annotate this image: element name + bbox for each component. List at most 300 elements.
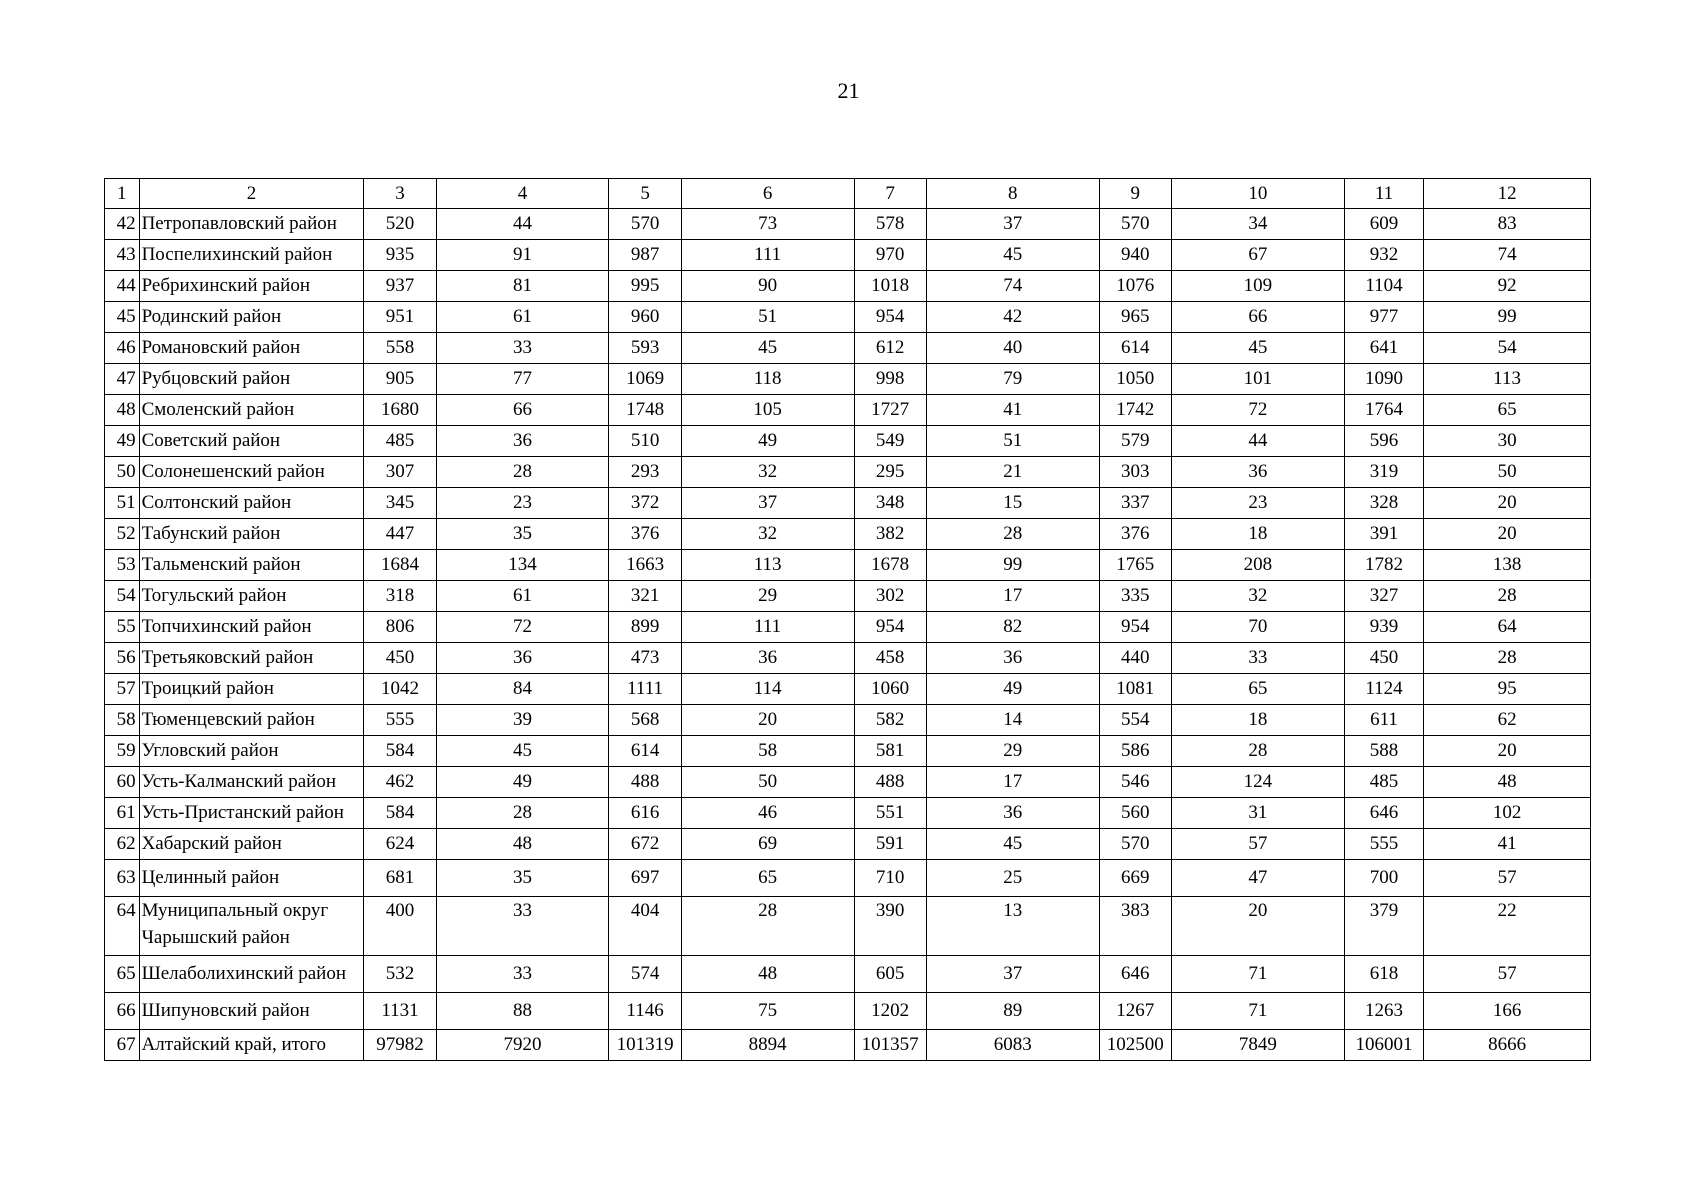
value-cell: 558 (364, 333, 436, 364)
value-cell: 36 (926, 643, 1099, 674)
value-cell: 28 (681, 897, 854, 956)
value-cell: 208 (1171, 550, 1344, 581)
district-name-cell: Муниципальный округ Чарышский район (139, 897, 364, 956)
row-number-cell: 65 (105, 956, 140, 993)
value-cell: 337 (1099, 488, 1171, 519)
value-cell: 609 (1344, 209, 1423, 240)
district-name-cell: Троицкий район (139, 674, 364, 705)
value-cell: 77 (436, 364, 609, 395)
value-cell: 546 (1099, 767, 1171, 798)
value-cell: 376 (1099, 519, 1171, 550)
value-cell: 88 (436, 993, 609, 1030)
value-cell: 45 (436, 736, 609, 767)
value-cell: 95 (1424, 674, 1591, 705)
value-cell: 6083 (926, 1030, 1099, 1061)
value-cell: 616 (609, 798, 681, 829)
district-name-cell: Целинный район (139, 860, 364, 897)
value-cell: 977 (1344, 302, 1423, 333)
table-row (105, 302, 1591, 333)
value-cell: 45 (1171, 333, 1344, 364)
value-cell: 62 (1424, 705, 1591, 736)
column-header: 7 (854, 179, 926, 209)
value-cell: 114 (681, 674, 854, 705)
value-cell: 570 (1099, 209, 1171, 240)
value-cell: 549 (854, 426, 926, 457)
district-name-cell: Петропавловский район (139, 209, 364, 240)
value-cell: 61 (436, 581, 609, 612)
value-cell: 36 (1171, 457, 1344, 488)
row-number-cell: 54 (105, 581, 140, 612)
value-cell: 33 (1171, 643, 1344, 674)
table-row (105, 993, 1591, 1030)
value-cell: 65 (1171, 674, 1344, 705)
value-cell: 105 (681, 395, 854, 426)
district-name-cell: Усть-Пристанский район (139, 798, 364, 829)
value-cell: 581 (854, 736, 926, 767)
value-cell: 345 (364, 488, 436, 519)
value-cell: 40 (926, 333, 1099, 364)
value-cell: 134 (436, 550, 609, 581)
value-cell: 551 (854, 798, 926, 829)
value-cell: 612 (854, 333, 926, 364)
value-cell: 44 (1171, 426, 1344, 457)
value-cell: 37 (681, 488, 854, 519)
column-header: 12 (1424, 179, 1591, 209)
column-header: 5 (609, 179, 681, 209)
table-row (105, 395, 1591, 426)
column-header: 6 (681, 179, 854, 209)
value-cell: 101319 (609, 1030, 681, 1061)
value-cell: 28 (1171, 736, 1344, 767)
value-cell: 57 (1424, 860, 1591, 897)
value-cell: 34 (1171, 209, 1344, 240)
value-cell: 20 (1424, 519, 1591, 550)
row-number-cell: 42 (105, 209, 140, 240)
value-cell: 935 (364, 240, 436, 271)
value-cell: 13 (926, 897, 1099, 956)
district-name-cell: Тогульский район (139, 581, 364, 612)
value-cell: 440 (1099, 643, 1171, 674)
value-cell: 570 (1099, 829, 1171, 860)
value-cell: 65 (681, 860, 854, 897)
value-cell: 588 (1344, 736, 1423, 767)
value-cell: 379 (1344, 897, 1423, 956)
value-cell: 318 (364, 581, 436, 612)
value-cell: 937 (364, 271, 436, 302)
value-cell: 327 (1344, 581, 1423, 612)
value-cell: 109 (1171, 271, 1344, 302)
row-number-cell: 49 (105, 426, 140, 457)
table-row (105, 364, 1591, 395)
value-cell: 485 (364, 426, 436, 457)
value-cell: 700 (1344, 860, 1423, 897)
value-cell: 383 (1099, 897, 1171, 956)
value-cell: 485 (1344, 767, 1423, 798)
table-row (105, 457, 1591, 488)
value-cell: 951 (364, 302, 436, 333)
value-cell: 586 (1099, 736, 1171, 767)
table-row (105, 897, 1591, 956)
table-row (105, 271, 1591, 302)
value-cell: 69 (681, 829, 854, 860)
value-cell: 20 (681, 705, 854, 736)
value-cell: 578 (854, 209, 926, 240)
value-cell: 37 (926, 209, 1099, 240)
value-cell: 74 (926, 271, 1099, 302)
value-cell: 532 (364, 956, 436, 993)
value-cell: 70 (1171, 612, 1344, 643)
value-cell: 710 (854, 860, 926, 897)
value-cell: 118 (681, 364, 854, 395)
value-cell: 75 (681, 993, 854, 1030)
value-cell: 1050 (1099, 364, 1171, 395)
value-cell: 473 (609, 643, 681, 674)
value-cell: 28 (436, 798, 609, 829)
district-name-cell: Тюменцевский район (139, 705, 364, 736)
value-cell: 50 (1424, 457, 1591, 488)
value-cell: 101357 (854, 1030, 926, 1061)
value-cell: 1748 (609, 395, 681, 426)
district-name-cell: Третьяковский район (139, 643, 364, 674)
value-cell: 641 (1344, 333, 1423, 364)
value-cell: 32 (1171, 581, 1344, 612)
value-cell: 335 (1099, 581, 1171, 612)
value-cell: 28 (1424, 581, 1591, 612)
value-cell: 97982 (364, 1030, 436, 1061)
value-cell: 390 (854, 897, 926, 956)
row-number-cell: 63 (105, 860, 140, 897)
value-cell: 35 (436, 519, 609, 550)
value-cell: 41 (1424, 829, 1591, 860)
value-cell: 51 (681, 302, 854, 333)
column-header: 8 (926, 179, 1099, 209)
table-row (105, 705, 1591, 736)
value-cell: 1684 (364, 550, 436, 581)
value-cell: 970 (854, 240, 926, 271)
row-number-cell: 45 (105, 302, 140, 333)
value-cell: 8894 (681, 1030, 854, 1061)
district-name-cell: Родинский район (139, 302, 364, 333)
row-number-cell: 66 (105, 993, 140, 1030)
value-cell: 372 (609, 488, 681, 519)
value-cell: 560 (1099, 798, 1171, 829)
value-cell: 102500 (1099, 1030, 1171, 1061)
value-cell: 92 (1424, 271, 1591, 302)
value-cell: 618 (1344, 956, 1423, 993)
row-number-cell: 53 (105, 550, 140, 581)
value-cell: 51 (926, 426, 1099, 457)
value-cell: 579 (1099, 426, 1171, 457)
value-cell: 166 (1424, 993, 1591, 1030)
value-cell: 41 (926, 395, 1099, 426)
value-cell: 81 (436, 271, 609, 302)
table-row (105, 519, 1591, 550)
value-cell: 960 (609, 302, 681, 333)
value-cell: 20 (1424, 736, 1591, 767)
value-cell: 7920 (436, 1030, 609, 1061)
value-cell: 61 (436, 302, 609, 333)
table-row (105, 736, 1591, 767)
page-number: 21 (837, 78, 860, 103)
value-cell: 23 (436, 488, 609, 519)
column-header: 11 (1344, 179, 1423, 209)
table-row (105, 581, 1591, 612)
row-number-cell: 50 (105, 457, 140, 488)
value-cell: 1131 (364, 993, 436, 1030)
value-cell: 29 (681, 581, 854, 612)
value-cell: 554 (1099, 705, 1171, 736)
row-number-cell: 60 (105, 767, 140, 798)
value-cell: 7849 (1171, 1030, 1344, 1061)
district-name-cell: Табунский район (139, 519, 364, 550)
value-cell: 932 (1344, 240, 1423, 271)
value-cell: 672 (609, 829, 681, 860)
district-name-cell: Солтонский район (139, 488, 364, 519)
row-number-cell: 64 (105, 897, 140, 956)
district-name-cell: Советский район (139, 426, 364, 457)
value-cell: 555 (1344, 829, 1423, 860)
row-number-cell: 59 (105, 736, 140, 767)
district-name-cell: Хабарский район (139, 829, 364, 860)
table-row (105, 426, 1591, 457)
value-cell: 520 (364, 209, 436, 240)
value-cell: 29 (926, 736, 1099, 767)
value-cell: 295 (854, 457, 926, 488)
row-number-cell: 67 (105, 1030, 140, 1061)
value-cell: 570 (609, 209, 681, 240)
value-cell: 646 (1344, 798, 1423, 829)
value-cell: 45 (681, 333, 854, 364)
column-header: 1 (105, 179, 140, 209)
column-header: 3 (364, 179, 436, 209)
value-cell: 45 (926, 240, 1099, 271)
value-cell: 697 (609, 860, 681, 897)
value-cell: 1202 (854, 993, 926, 1030)
value-cell: 101 (1171, 364, 1344, 395)
value-cell: 940 (1099, 240, 1171, 271)
table-row (105, 240, 1591, 271)
value-cell: 391 (1344, 519, 1423, 550)
value-cell: 46 (681, 798, 854, 829)
column-header: 9 (1099, 179, 1171, 209)
value-cell: 48 (681, 956, 854, 993)
district-name-cell: Солонешенский район (139, 457, 364, 488)
table-row (105, 333, 1591, 364)
row-number-cell: 55 (105, 612, 140, 643)
value-cell: 1104 (1344, 271, 1423, 302)
value-cell: 99 (926, 550, 1099, 581)
value-cell: 66 (436, 395, 609, 426)
district-name-cell: Шипуновский район (139, 993, 364, 1030)
value-cell: 35 (436, 860, 609, 897)
value-cell: 987 (609, 240, 681, 271)
value-cell: 584 (364, 798, 436, 829)
value-cell: 450 (364, 643, 436, 674)
value-cell: 57 (1171, 829, 1344, 860)
value-cell: 307 (364, 457, 436, 488)
value-cell: 450 (1344, 643, 1423, 674)
value-cell: 66 (1171, 302, 1344, 333)
district-name-cell: Усть-Калманский район (139, 767, 364, 798)
value-cell: 111 (681, 612, 854, 643)
row-number-cell: 52 (105, 519, 140, 550)
row-number-cell: 44 (105, 271, 140, 302)
table-body (105, 179, 1591, 1061)
value-cell: 605 (854, 956, 926, 993)
value-cell: 102 (1424, 798, 1591, 829)
value-cell: 23 (1171, 488, 1344, 519)
value-cell: 50 (681, 767, 854, 798)
value-cell: 31 (1171, 798, 1344, 829)
value-cell: 1267 (1099, 993, 1171, 1030)
district-name-cell: Шелаболихинский район (139, 956, 364, 993)
value-cell: 99 (1424, 302, 1591, 333)
value-cell: 37 (926, 956, 1099, 993)
value-cell: 998 (854, 364, 926, 395)
value-cell: 321 (609, 581, 681, 612)
value-cell: 65 (1424, 395, 1591, 426)
value-cell: 555 (364, 705, 436, 736)
table-row (105, 798, 1591, 829)
value-cell: 1742 (1099, 395, 1171, 426)
value-cell: 1782 (1344, 550, 1423, 581)
value-cell: 72 (1171, 395, 1344, 426)
column-header: 2 (139, 179, 364, 209)
value-cell: 328 (1344, 488, 1423, 519)
row-number-cell: 61 (105, 798, 140, 829)
value-cell: 905 (364, 364, 436, 395)
district-name-cell: Рубцовский район (139, 364, 364, 395)
value-cell: 574 (609, 956, 681, 993)
value-cell: 21 (926, 457, 1099, 488)
value-cell: 17 (926, 581, 1099, 612)
value-cell: 624 (364, 829, 436, 860)
table-row (105, 550, 1591, 581)
column-header: 10 (1171, 179, 1344, 209)
value-cell: 1124 (1344, 674, 1423, 705)
value-cell: 54 (1424, 333, 1591, 364)
value-cell: 106001 (1344, 1030, 1423, 1061)
value-cell: 73 (681, 209, 854, 240)
value-cell: 584 (364, 736, 436, 767)
value-cell: 596 (1344, 426, 1423, 457)
value-cell: 1680 (364, 395, 436, 426)
value-cell: 1764 (1344, 395, 1423, 426)
table-row (105, 829, 1591, 860)
value-cell: 83 (1424, 209, 1591, 240)
value-cell: 28 (436, 457, 609, 488)
district-name-cell: Угловский район (139, 736, 364, 767)
value-cell: 447 (364, 519, 436, 550)
value-cell: 32 (681, 519, 854, 550)
value-cell: 39 (436, 705, 609, 736)
table-row (105, 956, 1591, 993)
value-cell: 939 (1344, 612, 1423, 643)
value-cell: 20 (1424, 488, 1591, 519)
value-cell: 33 (436, 333, 609, 364)
table-row (105, 860, 1591, 897)
value-cell: 1111 (609, 674, 681, 705)
value-cell: 488 (854, 767, 926, 798)
value-cell: 33 (436, 897, 609, 956)
value-cell: 17 (926, 767, 1099, 798)
district-name-cell: Поспелихинский район (139, 240, 364, 271)
table-row (105, 643, 1591, 674)
column-header: 4 (436, 179, 609, 209)
row-number-cell: 62 (105, 829, 140, 860)
value-cell: 48 (1424, 767, 1591, 798)
value-cell: 91 (436, 240, 609, 271)
value-cell: 20 (1171, 897, 1344, 956)
value-cell: 1146 (609, 993, 681, 1030)
statistics-table (104, 178, 1591, 1061)
value-cell: 25 (926, 860, 1099, 897)
value-cell: 995 (609, 271, 681, 302)
value-cell: 1042 (364, 674, 436, 705)
value-cell: 45 (926, 829, 1099, 860)
value-cell: 71 (1171, 993, 1344, 1030)
table-row (105, 488, 1591, 519)
value-cell: 1678 (854, 550, 926, 581)
value-cell: 293 (609, 457, 681, 488)
value-cell: 124 (1171, 767, 1344, 798)
value-cell: 462 (364, 767, 436, 798)
value-cell: 404 (609, 897, 681, 956)
value-cell: 138 (1424, 550, 1591, 581)
value-cell: 47 (1171, 860, 1344, 897)
value-cell: 18 (1171, 519, 1344, 550)
value-cell: 82 (926, 612, 1099, 643)
value-cell: 303 (1099, 457, 1171, 488)
value-cell: 899 (609, 612, 681, 643)
value-cell: 568 (609, 705, 681, 736)
value-cell: 36 (436, 643, 609, 674)
value-cell: 90 (681, 271, 854, 302)
value-cell: 614 (609, 736, 681, 767)
value-cell: 382 (854, 519, 926, 550)
value-cell: 954 (1099, 612, 1171, 643)
value-cell: 1765 (1099, 550, 1171, 581)
table-row (105, 674, 1591, 705)
row-number-cell: 51 (105, 488, 140, 519)
value-cell: 49 (926, 674, 1099, 705)
value-cell: 582 (854, 705, 926, 736)
value-cell: 611 (1344, 705, 1423, 736)
value-cell: 49 (436, 767, 609, 798)
value-cell: 113 (681, 550, 854, 581)
value-cell: 74 (1424, 240, 1591, 271)
value-cell: 33 (436, 956, 609, 993)
value-cell: 376 (609, 519, 681, 550)
value-cell: 14 (926, 705, 1099, 736)
value-cell: 22 (1424, 897, 1591, 956)
value-cell: 806 (364, 612, 436, 643)
value-cell: 15 (926, 488, 1099, 519)
value-cell: 36 (681, 643, 854, 674)
value-cell: 1076 (1099, 271, 1171, 302)
district-name-cell: Ребрихинский район (139, 271, 364, 302)
value-cell: 965 (1099, 302, 1171, 333)
value-cell: 954 (854, 302, 926, 333)
value-cell: 400 (364, 897, 436, 956)
value-cell: 1090 (1344, 364, 1423, 395)
district-name-cell: Топчихинский район (139, 612, 364, 643)
value-cell: 1018 (854, 271, 926, 302)
row-number-cell: 48 (105, 395, 140, 426)
value-cell: 458 (854, 643, 926, 674)
value-cell: 84 (436, 674, 609, 705)
value-cell: 71 (1171, 956, 1344, 993)
